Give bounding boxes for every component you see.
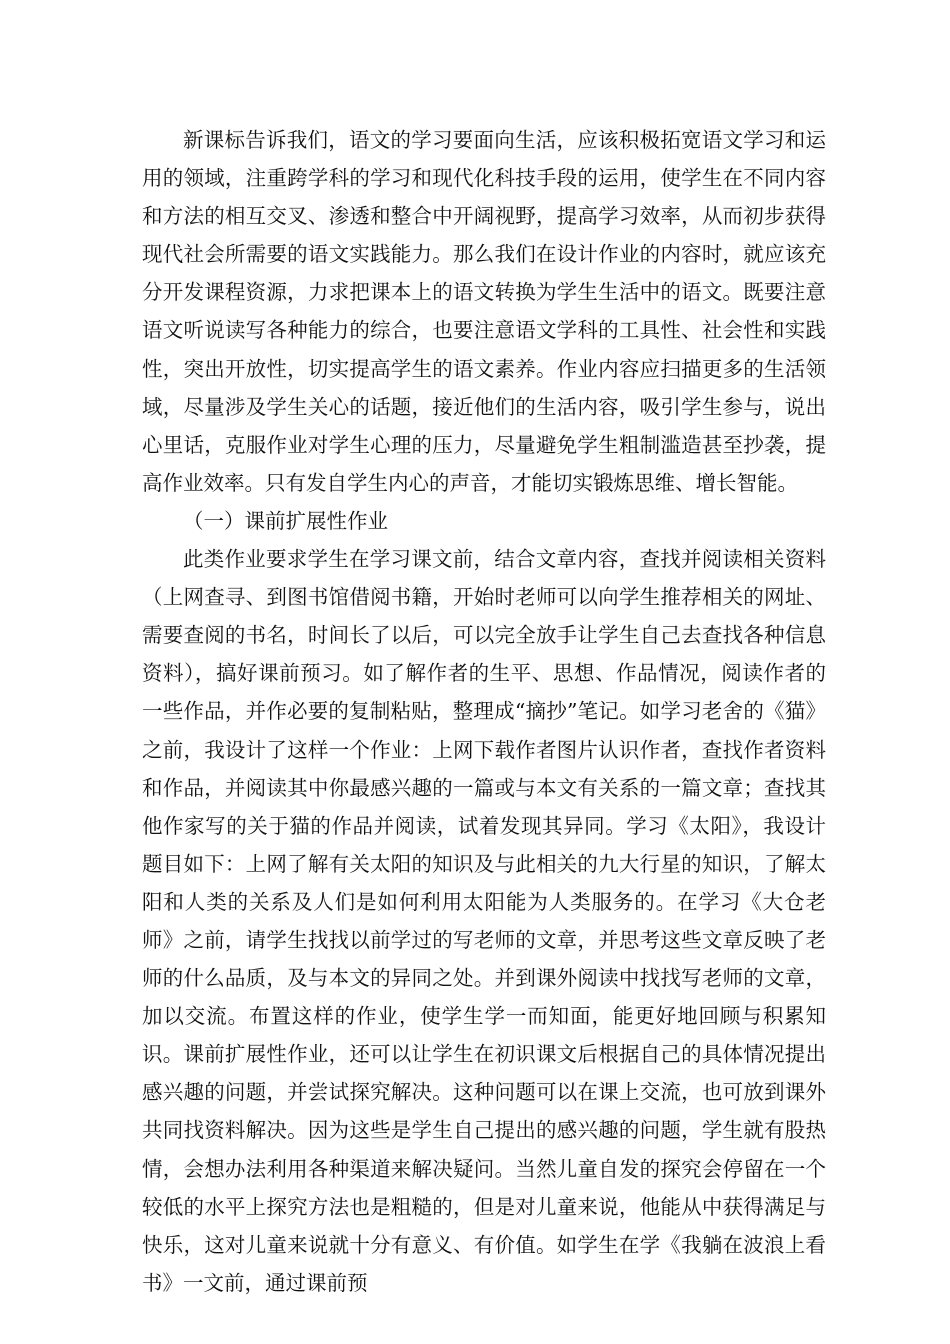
intro-paragraph: 新课标告诉我们，语文的学习要面向生活，应该积极拓宽语文学习和运用的领域，注重跨学科的学习和现代化科技手段的运用，使学生在不同内容和方法的相互交叉、渗透和整合中开阔视野，提高学习效率，从而初步获得现代社会所需要的语文实践能力。那么我们在设计作业的内容时，就应该充分开发课程资源，力求把课本上的语文转换为学生生活中的语文。既要注意语文听说读写各种能力的综合，也要注意语文学科的工具性、社会性和实践性，突出开放性，切实提高学生的语文素养。作业内容应扫描更多的生活领域，尽量涉及学生关心的话题，接近他们的生活内容，吸引学生参与，说出心里话，克服作业对学生心理的压力，尽量避免学生粗制滥造甚至抄袭，提高作业效率。只有发自学生内心的声音，才能切实锻炼思维、增长智能。 xyxy=(142,128,826,495)
section-paragraph: 此类作业要求学生在学习课文前，结合文章内容，查找并阅读相关资料（上网查寻、到图书馆借阅书籍，开始时老师可以向学生推荐相关的网址、需要查阅的书名，时间长了以后，可以完全放手让学生自己去查找各种信息资料），搞好课前预习。如了解作者的生平、思想、作品情况，阅读作者的一些作品，并作必要的复制粘贴，整理成“摘抄”笔记。如学习老舍的《猫》之前，我设计了这样一个作业：上网下载作者图片认识作者，查找作者资料和作品，并阅读其中你最感兴趣的一篇或与本文有关系的一篇文章；查找其他作家写的关于猫的作品并阅读，试着发现其异同。学习《太阳》，我设计题目如下：上网了解有关太阳的知识及与此相关的九大行星的知识，了解太阳和人类的关系及人们是如何利用太阳能为人类服务的。在学习《大仓老师》之前，请学生找找以前学过的写老师的文章，并思考这些文章反映了老师的什么品质，及与本文的异同之处。并到课外阅读中找找写老师的文章，加以交流。布置这样的作业，使学生学一而知面，能更好地回顾与积累知识。课前扩展性作业，还可以让学生在初识课文后根据自己的具体情况提出感兴趣的问题，并尝试探究解决。这种问题可以在课上交流，也可放到课外共同找资料解决。因为这些是学生自己提出的感兴趣的问题，学生就有股热情，会想办法利用各种渠道来解决疑问。当然儿童自发的探究会停留在一个较低的水平上探究方法也是粗糙的，但是对儿童来说，他能从中获得满足与快乐，这对儿童来说就十分有意义、有价值。如学生在学《我躺在波浪上看书》一文前，通过课前预 xyxy=(142,547,826,1295)
document-body xyxy=(142,121,826,1302)
section-heading: （一）课前扩展性作业 xyxy=(183,508,388,533)
